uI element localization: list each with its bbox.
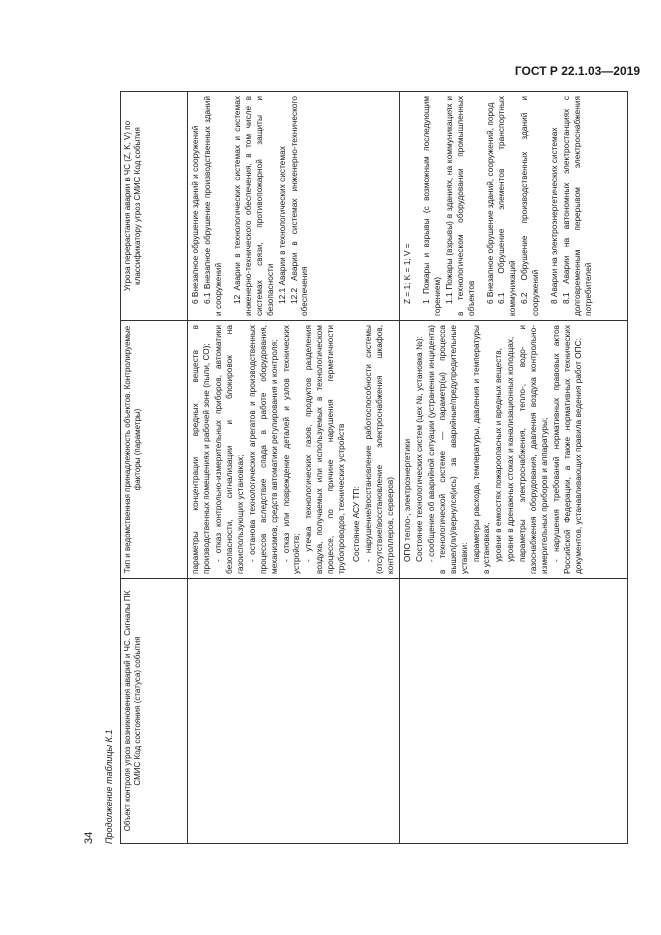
header-col-object: Объект контроля угроз возникновения аварий и ЧС. Сигналы ПК СМИС Код состояния (статуса) события <box>121 579 188 844</box>
table-row <box>188 92 400 844</box>
row2-threat-3: 6 Внезапное обрушение зданий, сооружений, пород <box>484 102 495 304</box>
row2-threat-5: 6.2 Обрушение производственных зданий и сооружений <box>519 96 541 316</box>
row2-threat-6: 8 Аварии на электроэнергетических системах <box>549 127 560 304</box>
row1-col2 <box>188 321 400 579</box>
row2-threat-1: 1 Пожары и взрывы (с возможным последующим горением) <box>420 96 442 316</box>
row1-param-2: - отказ контрольно-измерительных приборов, автоматики безопасности, сигнализации и блокировок на газоиспользующих установках; <box>212 325 245 574</box>
header-col-type: Тип и ведомственная принадлежность объектов. Контролируемые факторы (параметры) <box>121 321 188 579</box>
row1-col1 <box>188 579 400 844</box>
row2-param-2: Состояние технологических систем (цех №, установка №): <box>413 336 424 562</box>
row1-col3 <box>188 92 400 321</box>
row1-threat-1: 6 Внезапное обрушение зданий и сооружений <box>190 125 200 304</box>
row2-threat-2: 1.1 Пожары (взрывы) в зданиях, на коммуникациях и в технологическом оборудовании промышленных объектов <box>443 96 476 316</box>
table-row <box>399 92 627 844</box>
row2-param-5: уровни в емкостях пожароопасных и вредных веществ, <box>493 348 504 562</box>
row1-param-4: - отказ или повреждение деталей и узлов технических устройств; <box>280 325 302 574</box>
table-header-row <box>121 92 188 844</box>
row1-param-5: - утечка технологических газов, продуктов разделения воздуха, получаемых или используемых в технологическом процессе, по причине нарушения герметичности трубопроводов, технических устройств <box>303 325 347 574</box>
row1-param-1: параметры концентрации вредных веществ в производственных помещениях и рабочей зоне (пыли, СО); <box>190 325 211 574</box>
document-title: ГОСТ Р 22.1.03—2019 <box>514 64 640 78</box>
row1-threat-5: 12.2 Аварии в системах инженерно-технического обеспечения <box>288 96 310 316</box>
row2-param-7: параметры электроснабжения, тепло-, водо- и газоснабжения оборудования, давления воздуха контрольно-измерительных приборов и аппаратуры; <box>517 325 550 574</box>
row2-param-6: уровни в дренажных стоках и канализационных колодцах, <box>505 336 516 562</box>
row1-param-7: - нарушение/восстановление работоспособности системы (отсутствие/восстановление электроснабжения шкафов, контроллеров, серверов) <box>363 325 395 574</box>
row2-param-3: - сообщение об аварийной ситуации (устранении инцидента) в технологической системе — параметр(ы) процесса вышел(ли)/вернулся(ись) за аварийные/предупредительные уставки: <box>425 325 469 574</box>
header-col-threat: Угроза перерастания аварии в ЧС (Z, K, V) по классификатору угроз СМИС Код события <box>121 92 188 321</box>
row2-col3 <box>399 92 627 321</box>
row1-param-3: - останова технологических агрегатов и производственных процессов вследствие спада в работе оборудования, механизмов, средств автоматики регулирования и контроля; <box>246 325 279 574</box>
row1-threat-2: 6.1 Внезапное обрушение производственных зданий и сооружений <box>201 96 223 316</box>
row2-threat-4: 6.1 Обрушение элементов транспортных коммуникаций <box>496 96 518 316</box>
row2-param-4: параметры расхода, температуры, давления и температуры в установках, <box>470 325 492 574</box>
row2-col1 <box>399 579 627 844</box>
classification-table <box>120 91 628 844</box>
row2-zkv: Z = 1; K = 1; V = <box>401 243 412 304</box>
table-caption: Продолжение таблицы К.1 <box>104 729 114 844</box>
page-number: 34 <box>83 831 95 844</box>
rotated-page-content <box>82 92 630 844</box>
row1-param-6: Состояние АСУ ТП: <box>351 486 362 562</box>
row1-threat-3: 12 Аварии в технологических системах и системах инженерно-технического обеспечения, в том числе в системах связи, противопожарной защиты и безопасности <box>231 96 275 316</box>
row2-param-1: ОПО тепло-, электроэнергетики <box>401 438 412 562</box>
row2-threat-7: 8.1 Аварии на автономных электростанциях с долговременным перерывом электроснабжения потребителей <box>561 96 593 316</box>
row1-threat-4: 12.1 Аварии в технологических системах <box>276 146 287 304</box>
row2-col2 <box>399 321 627 579</box>
row2-param-8: - нарушения требований нормативных правовых актов Российской Федерации, а также нормативных технических документов, устанавливающих правила ведения работ ОПС: <box>551 325 583 574</box>
